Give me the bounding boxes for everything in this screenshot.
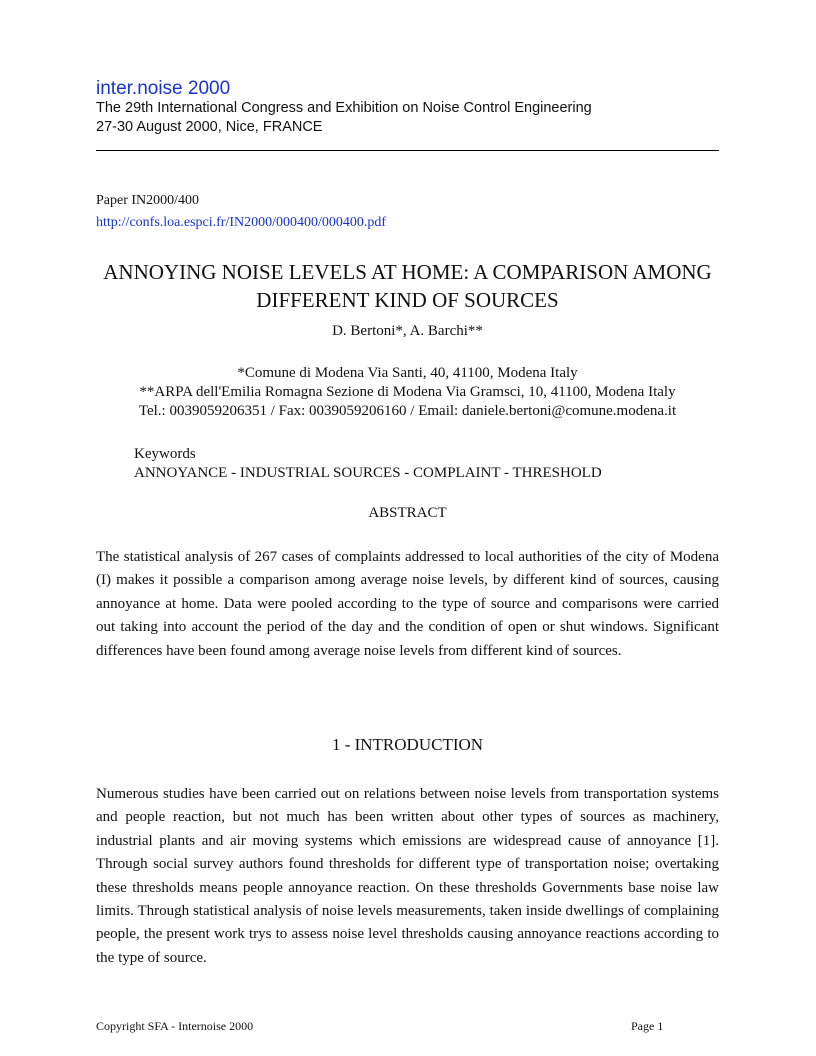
footer-copyright: Copyright SFA - Internoise 2000 (96, 1019, 254, 1033)
affiliation-2: **ARPA dell'Emilia Romagna Sezione di Modena Via Gramsci, 10, 41100, Modena Italy (139, 384, 676, 400)
header-divider (96, 150, 719, 151)
introduction-text: Numerous studies have been carried out on relations between noise levels from transportation systems and people reaction, but not much has been written about other types of sources as machinery, industrial plants and air moving systems which emissions are widespread cause of annoyance [1]. Through social survey authors found thresholds for different type of transportation noise; overtaking these thresholds means people annoyance reaction. On these thresholds Governments base noise law limits. Through statistical analysis of noise levels measurements, taken inside dwellings of complaining people, the present work trys to assess noise level thresholds causing annoyance reactions according to the type of source. (96, 786, 719, 966)
paper-id: Paper IN2000/400 (96, 193, 200, 208)
authors: D. Bertoni*, A. Barchi** (332, 323, 483, 339)
abstract-heading: ABSTRACT (368, 505, 447, 521)
conference-title: inter.noise 2000 (96, 78, 231, 99)
congress-name: The 29th International Congress and Exhibition on Noise Control Engineering (96, 100, 592, 116)
keywords-label: Keywords (134, 446, 196, 462)
contact-info: Tel.: 0039059206351 / Fax: 0039059206160 / Email: daniele.bertoni@comune.modena.it (138, 403, 677, 419)
footer-page-number: Page 1 (631, 1019, 664, 1033)
paper-title: ANNOYING NOISE LEVELS AT HOME: A COMPARISON AMONG DIFFERENT KIND OF SOURCES (103, 260, 712, 312)
paper-url-link[interactable]: http://confs.loa.espci.fr/IN2000/000400/000400.pdf (96, 215, 387, 230)
congress-dates: 27-30 August 2000, Nice, FRANCE (96, 119, 323, 135)
introduction-heading: 1 - INTRODUCTION (331, 735, 484, 754)
keywords-list: ANNOYANCE - INDUSTRIAL SOURCES - COMPLAINT - THRESHOLD (134, 465, 602, 481)
abstract-text: The statistical analysis of 267 cases of complaints addressed to local authorities of the city of Modena (I) makes it possible a comparison among average noise levels, by different kind of sources, causing annoyance at home. Data were pooled according to the type of source and comparisons were carried out taking into account the period of the day and the condition of open or shut windows. Significant differences have been found among average noise levels from different kind of sources. (96, 549, 719, 659)
affiliation-1: *Comune di Modena Via Santi, 40, 41100, Modena Italy (237, 365, 578, 381)
